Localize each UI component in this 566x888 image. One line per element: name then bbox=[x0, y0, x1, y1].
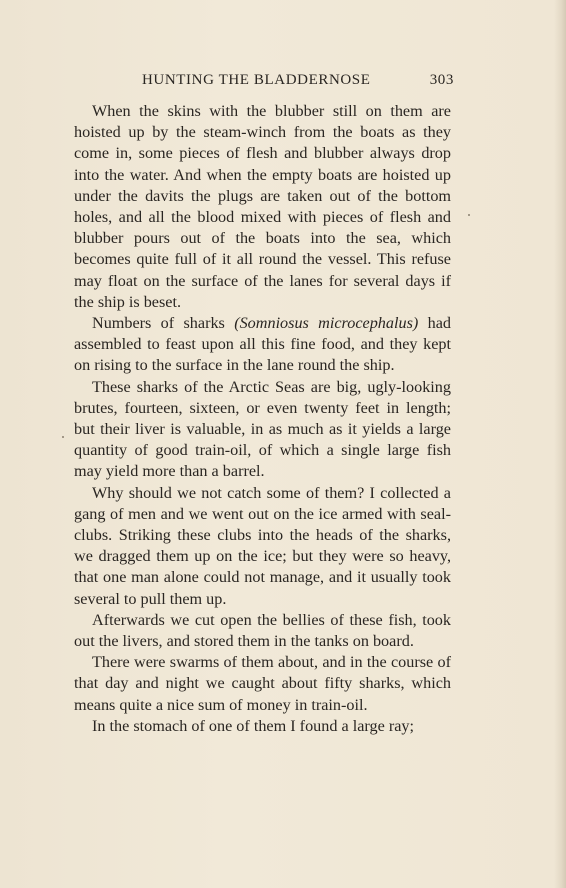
paragraph bbox=[74, 313, 451, 377]
paragraph: In the stomach of one of them I found a large ray; bbox=[92, 716, 414, 735]
paragraph: These sharks of the Arctic Seas are big, ugly-looking brutes, fourteen, sixteen, or even twenty feet in length; but their liver is valuable, in as much as it yields a large quantity of good train-oil, of which a single large fish may yield more than a barrel. bbox=[74, 377, 451, 481]
paper-speck bbox=[468, 214, 470, 216]
page-edge-shadow bbox=[554, 0, 566, 888]
paragraph: There were swarms of them about, and in the course of that day and night we caught about fifty sharks, which means quite a nice sum of money in train-oil. bbox=[74, 653, 451, 714]
page-header bbox=[74, 72, 454, 92]
running-title: HUNTING THE BLADDERNOSE bbox=[142, 72, 371, 88]
paragraph: Afterwards we cut open the bellies of these fish, took out the livers, and stored them in the tanks on board. bbox=[74, 610, 451, 651]
paragraph: Why should we not catch some of them? I collected a gang of men and we went out on the ice armed with seal-clubs. Striking these clubs into the heads of the sharks, we dragged them up on the ice; but they were so heavy, that one man alone could not manage, and it usually took several to pull them up. bbox=[74, 483, 451, 608]
body-text bbox=[74, 101, 451, 737]
species-name: (Somniosus microcephalus) bbox=[234, 314, 419, 333]
page-number: 303 bbox=[429, 72, 454, 88]
paragraph-text: Numbers of sharks bbox=[92, 314, 235, 333]
paragraph: When the skins with the blubber still on them are hoisted up by the steam-winch from the boats as they come in, some pieces of flesh and blubber always drop into the water. And when the empty boats are hoisted up under the davits the plugs are taken out of the bottom holes, and all the blood mixed with pieces of flesh and blubber pours out of the boats into the sea, which becomes quite full of it all round the vessel. This refuse may float on the surface of the lanes for several days if the ship is beset. bbox=[74, 102, 451, 311]
paper-speck bbox=[62, 436, 64, 438]
paragraph-text: had assembled to feast upon all this fine food, and they kept on rising to the surface in the lane round the ship. bbox=[74, 314, 451, 375]
